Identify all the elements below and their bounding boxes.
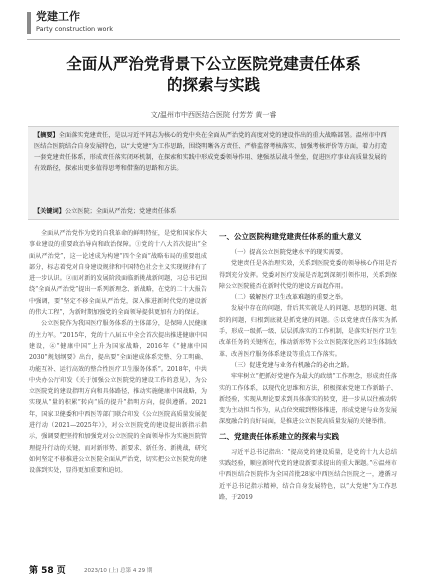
paragraph: 习近平总书记指出：“提高党的建设质量，是党的十九大总结实践经验，顺应新时代党的建设新要求提出的重大课题。”⑥温州市中西医结合医院作为全国首批28家中西医结合医院之一，遵循习近平总书记指示精神，结合自身发展特色，以“大党建”为工作思路，于2019 [219, 448, 397, 501]
paragraph: 党建责任是各治理实效，关系到医院党委的领导核心作用是否得到充分发挥。党委对医疗发展是否起到深刻引领作用，关系到保障公立医院能否在新时代党的建设方面起作用。 [219, 260, 397, 290]
subsection-heading: （三）促进党建与业务有机融合的必由之路。 [231, 361, 353, 369]
keywords-line [34, 206, 392, 215]
section-heading: 一、公立医院构建党建责任体系的重大意义 [219, 232, 362, 241]
abstract-box [28, 126, 399, 220]
column-header [27, 10, 400, 48]
article-title-line2: 的探索与实践 [166, 75, 260, 94]
header-text-block [36, 10, 113, 34]
paragraph: 牢牢树立“把抓好党建作为最大的政绩”工作理念，形成责任落实的工作体系，以现代化思维和方法，积极探索党建工作新路子、新经验，实现从理论要求到具体落实的转变，进一步从以往被动转变为主动担当作为，从点位突破到整体推进，形成党建与业务发展深度融合的良好局面，是推进公立医院高质量发展的关键举措。 [219, 373, 397, 426]
abstract-label: 【摘要】 [34, 132, 59, 139]
paragraph: 公立医院作为我国医疗服务体系的主体部分，是保障人民健康的主力军。“2015年，党的十八届五中全会首次提出推进健康中国建设，④“健康中国”上升为国家战略，2016年《“健康中国2030”规划纲要》出台，提出要“全面建成体系完整、分工明确、功能互补、运行高效的整合性医疗卫生服务体系”。2018年，中共中央办公厅印发《关于加强公立医院党的建设工作的意见》，为公立医院党的建设指明方向和具体路径，推动实施健康中国战略，为实现从“量的积累”转向“质的提升”指明方向，提供遵循。2021年，国家卫健委和中西医等部门联合印发《公立医院高质量发展促进行动（2021—2025年）》，对公立医院党的建设提出新指示指示，强调要把坚持和加强党对公立医院的全面领导作为实施医院管理提升行动的关键，而对新形势、新要求、新任务、新挑战，研究如何坚定不移推进公立医院全面从严治党，切实把公立医院党的建设落到实处，显得更加重要和迫切。 [29, 320, 207, 475]
page-footer [29, 563, 401, 577]
subsection-heading: （二）破解医疗卫生改革难题的重要之举。 [231, 294, 347, 302]
subsection-heading: （一）提高公立医院党建水平的现实需要。 [231, 249, 347, 256]
paragraph: 发展中存在的问题，背后其实就是人的问题、思想的问题、组织的问题，归根到底就是抓党建的问题。⑤以党建责任落实为抓手，形成一级抓一级、层层抓落实的工作机制，是落实好医疗卫生改革任务的关键所在，推动新形势下公立医院深化医药卫生体制改革、改善医疗服务体系建设等重点工作落实。 [219, 305, 397, 358]
abstract-body: 全面落实党建责任，是以习近平同志为核心的党中央在全面从严治党的高度对党的建设作出的重大战略部署。温州市中西医结合医院结合自身发展特色，以“大党建”为工作思路，围绕明晰各方责任、严格监督考核落实、加强考核评价等方面，着力打造一套党建责任体系，形成责任落实闭环机制，在探索和实践中形成党委领导作用、建强基层战斗堡垒，促进医疗事业高质量发展的有效路径，探索出更多值得思考和借鉴的思路和方法。 [34, 132, 387, 172]
left-column [29, 228, 207, 477]
paragraph: 全面从严治党作为党的自我革命的鲜明特征，是党和国家作大事业建设的重要政治导向和政治保障。①党的十八大首次提出“全面从严治党”，这一论述成为构建“四个全面”战略布局的重要组成部分，标志着党对自身建设规律和中国特色社会主义实现规律有了进一步认识。②而对新的发展阶段面临新挑战新问题，习总书记围绕“全面从严治党”提出一系列新理念、新战略，在党的二十大报告中强调，要“坚定不移全面从严治党，深入推进新时代党的建设新的伟大工程”，为新时期加强党的全面领导提供更加有力的保证。 [29, 230, 207, 317]
header-marker [27, 12, 31, 34]
abstract-text-block [34, 130, 392, 174]
keywords-body: 公立医院；全面从严治党；党建责任体系 [64, 208, 177, 215]
article-title-line1: 全面从严治党背景下公立医院党建责任体系 [66, 54, 361, 73]
author-line: 文/温州市中西医结合医院 付芳芳 黄一睿 [150, 111, 277, 119]
header-divider [27, 39, 400, 40]
section-heading: 二、党建责任体系建立的探索与实践 [219, 431, 339, 441]
keywords-label: 【关键词】 [34, 208, 65, 215]
right-column [219, 228, 397, 503]
column-name-cn: 党建工作 [36, 10, 80, 23]
column-name-en: Party construction work [36, 25, 113, 33]
issue-date: 2023/10 (上) 总第 4 29 期 [84, 568, 153, 574]
page-number: 第 58 页 [29, 566, 66, 576]
